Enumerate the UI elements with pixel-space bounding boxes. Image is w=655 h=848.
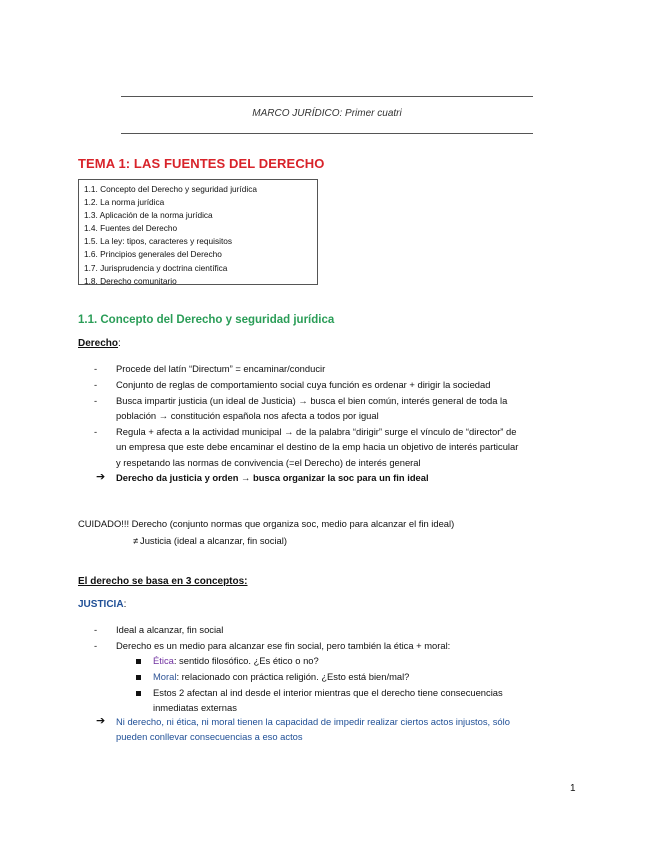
final-note-line-1: Ni derecho, ni ética, ni moral tienen la capacidad de impedir realizar ciertos actos injustos, sólo: [116, 716, 510, 727]
page-number: 1: [570, 783, 576, 794]
dash-marker: -: [94, 395, 98, 406]
final-note-line-2: pueden conllevar consecuencias a eso actos: [116, 731, 303, 742]
moral-text: : relacionado con práctica religión. ¿Esto está bien/mal?: [176, 671, 410, 682]
header-rule-top: [121, 96, 533, 97]
toc-item[interactable]: 1.6. Principios generales del Derecho: [84, 249, 222, 260]
derecho-bullet-2: Conjunto de reglas de comportamiento social cuya función es ordenar + dirigir la sociedad: [116, 379, 491, 390]
toc-item[interactable]: 1.3. Aplicación de la norma jurídica: [84, 210, 213, 221]
toc-item[interactable]: 1.4. Fuentes del Derecho: [84, 223, 178, 234]
se-basa-heading: El derecho se basa en 3 conceptos:: [78, 576, 248, 587]
cuidado-note: CUIDADO!!! Derecho (conjunto normas que organiza soc, medio para alcanzar el fin ideal): [78, 518, 455, 529]
square-bullet-icon: [136, 675, 141, 680]
etica-line: [153, 655, 319, 666]
etica-label: Ética: [153, 655, 174, 666]
justicia-heading: [78, 599, 126, 610]
justicia-bullet-2: Derecho es un medio para alcanzar ese fin social, pero también la ética + moral:: [116, 640, 451, 651]
toc-item[interactable]: 1.1. Concepto del Derecho y seguridad jurídica: [84, 184, 257, 194]
derecho-bullet-4-line-3: y respetando las normas de convivencia (=el Derecho) de interés general: [116, 457, 421, 468]
justicia-label: JUSTICIA: [78, 599, 124, 610]
toc-item[interactable]: 1.7. Jurisprudencia y doctrina científica: [84, 262, 228, 273]
toc-item[interactable]: 1.2. La norma jurídica: [84, 197, 165, 208]
dash-marker: -: [94, 426, 98, 437]
derecho-bullet-4-line-2: un empresa que este debe encaminar el destino de la emp hacia un objetivo de interés particular: [116, 441, 519, 452]
derecho-conclusion: Derecho da justicia y orden → busca organizar la soc para un fin ideal: [116, 472, 429, 483]
table-of-contents: [78, 179, 318, 285]
square-bullet-icon: [136, 691, 141, 696]
dash-marker: -: [94, 379, 98, 390]
header-text: MARCO JURÍDICO: Primer cuatri: [252, 108, 402, 119]
moral-label: Moral: [153, 671, 177, 682]
derecho-bullet-4-line-1: Regula + afecta a la actividad municipal → de la palabra “dirigir” surge el vínculo de “director” de: [116, 426, 517, 437]
estos-line-2: inmediatas externas: [153, 702, 237, 713]
derecho-bullet-3-line-2: población → constitución española nos afecta a todos por igual: [116, 410, 379, 421]
square-bullet-icon: [136, 659, 141, 664]
derecho-colon: :: [118, 338, 121, 349]
arrow-bullet-icon: ➔: [96, 471, 106, 483]
dash-marker: -: [94, 640, 98, 651]
derecho-heading: [78, 338, 121, 349]
derecho-bullet-1: Procede del latín “Directum” = encaminar/conducir: [116, 363, 326, 374]
dash-marker: -: [94, 624, 98, 635]
toc-item[interactable]: 1.8. Derecho comunitario: [84, 275, 177, 286]
derecho-bullet-3-line-1: Busca impartir justicia (un ideal de Justicia) → busca el bien común, interés general de toda la: [116, 395, 508, 406]
dash-marker: -: [94, 363, 98, 374]
section-title: 1.1. Concepto del Derecho y seguridad jurídica: [78, 314, 335, 326]
estos-line-1: Estos 2 afectan al ind desde el interior mientras que el derecho tiene consecuencias: [153, 687, 503, 698]
arrow-bullet-icon: ➔: [96, 715, 106, 727]
derecho-label: Derecho: [78, 338, 119, 349]
justicia-ideal-note: Justicia (ideal a alcanzar, fin social): [140, 535, 287, 546]
etica-text: : sentido filosófico. ¿Es ético o no?: [173, 655, 319, 666]
toc-item[interactable]: 1.5. La ley: tipos, caracteres y requisitos: [84, 236, 233, 247]
header-rule-bottom: [121, 133, 533, 134]
not-equal-icon: ≠: [133, 535, 139, 546]
tema-title: TEMA 1: LAS FUENTES DEL DERECHO: [78, 156, 325, 171]
justicia-colon: :: [123, 599, 127, 610]
justicia-bullet-1: Ideal a alcanzar, fin social: [116, 624, 224, 635]
moral-line: [153, 671, 409, 682]
